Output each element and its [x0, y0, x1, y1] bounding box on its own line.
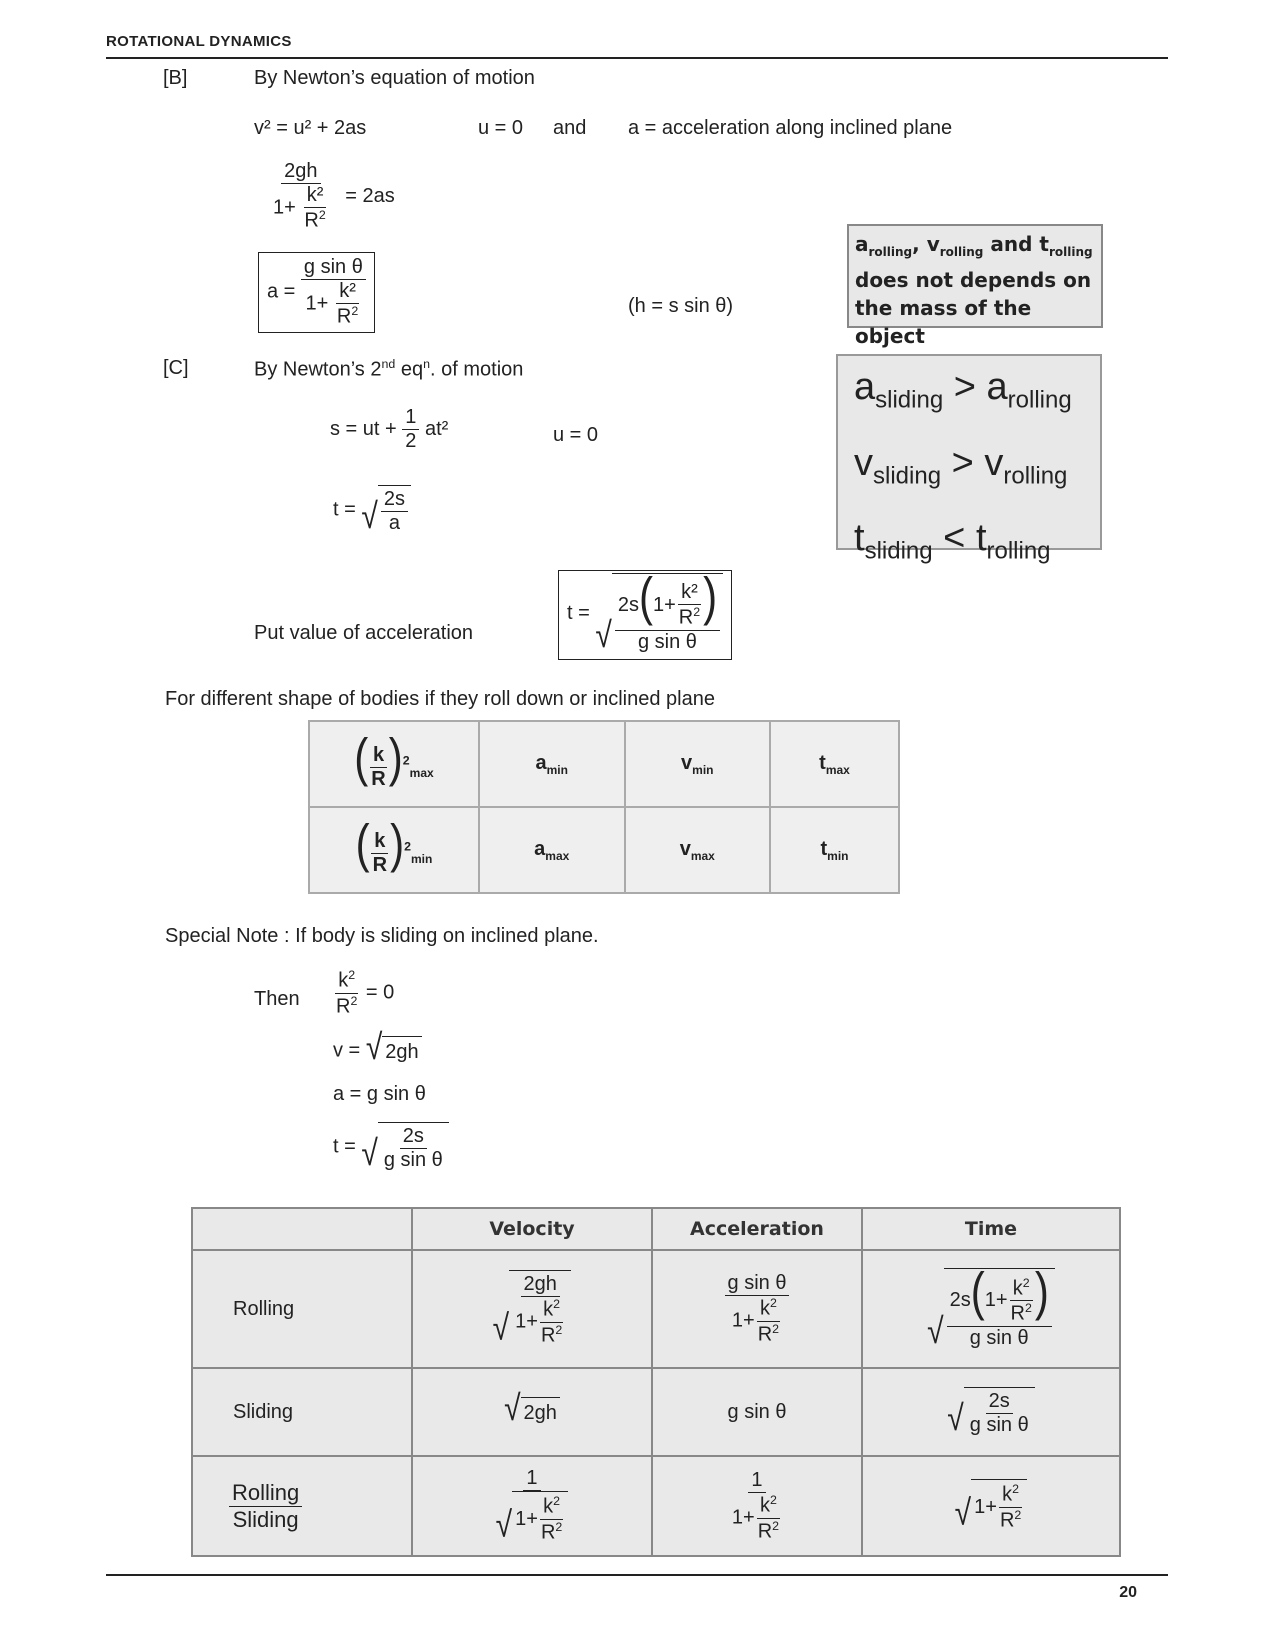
- table-row: [192, 1368, 1120, 1456]
- initial-velocity-zero: u = 0: [478, 117, 524, 139]
- energy-numerator: 2gh: [281, 160, 320, 184]
- table-row: [309, 807, 899, 893]
- sliding-velocity: v = √ 2gh: [333, 1036, 422, 1066]
- rolling-acceleration: g sin θ 1+ $\frac{k^2}{R^2}$: [652, 1250, 862, 1368]
- put-value-text: Put value of acceleration: [254, 622, 474, 644]
- sliding-label: Sliding: [192, 1368, 412, 1456]
- table-row: [309, 721, 899, 807]
- note-line-2: does not depends on: [855, 268, 1092, 292]
- header-time: Time: [862, 1208, 1120, 1250]
- sliding-acceleration-cell: g sin θ: [652, 1368, 862, 1456]
- a-min-cell: $a_{min}$: [479, 721, 625, 807]
- special-note: Special Note : If body is sliding on inclined plane.: [165, 925, 599, 947]
- rolling-velocity: √ 2gh 1+ $\frac{k^2}{R^2}$: [412, 1250, 652, 1368]
- ratio-max-cell: ( $\frac{k}{R}$ )$^2_{max}$: [309, 721, 479, 807]
- note-line-1: $a_{rolling}$, $v_{rolling}$ and $t_{rolling}$: [855, 232, 1093, 259]
- k-squared: k²: [304, 184, 327, 208]
- header-acceleration: Acceleration: [652, 1208, 862, 1250]
- header-velocity: Velocity: [412, 1208, 652, 1250]
- page-number: 20: [1119, 1584, 1137, 1601]
- acceleration-definition: a = acceleration along inclined plane: [628, 117, 953, 139]
- ratio-velocity: 1 √ 1+ $\frac{k^2}{R^2}$: [412, 1456, 652, 1556]
- energy-rhs: = 2as: [345, 184, 395, 207]
- shapes-intro: For different shape of bodies if they roll down or inclined plane: [165, 688, 715, 710]
- rolling-label: Rolling: [192, 1250, 412, 1368]
- energy-equation: [270, 160, 395, 233]
- conjunction-and: and: [553, 117, 587, 139]
- ratio-label: $\frac{\text{Rolling}}{\text{Sliding}}$: [192, 1456, 412, 1556]
- energy-fraction: [270, 160, 332, 233]
- rolling-time: √ 2s(1+ $\frac{k^2}{R^2}$ ) g sin θ: [862, 1250, 1120, 1368]
- sliding-time: t = √ $\frac{2s}{\text{g sin θ}}$: [333, 1122, 449, 1172]
- v-min-cell: $v_{min}$: [625, 721, 771, 807]
- kinematic-equation: v² = u² + 2as: [254, 117, 367, 139]
- displacement-equation: s = ut + $\frac{1}{2}$ at²: [330, 406, 449, 452]
- section-c-heading: By Newton’s 2nd $eq^n$. of motion: [254, 357, 524, 381]
- ratio-time: √ 1+ $\frac{k^2}{R^2}$: [862, 1456, 1120, 1556]
- rolling-sliding-table: [191, 1207, 1121, 1557]
- acceleration-comparison: $a_{sliding} > a_{rolling}$: [854, 366, 1072, 414]
- height-relation: (h = s sin θ): [628, 295, 734, 317]
- a-max-cell: $a_{max}$: [479, 807, 625, 893]
- header-rule: [106, 57, 1168, 59]
- section-b-label: [B]: [163, 67, 188, 89]
- table-row: [192, 1456, 1120, 1556]
- sliding-velocity-cell: √ 2gh: [412, 1368, 652, 1456]
- section-b-heading: By Newton’s equation of motion: [254, 67, 535, 89]
- time-comparison: $t_{sliding} < t_{rolling}$: [854, 517, 1051, 565]
- t-min-cell: $t_{min}$: [770, 807, 899, 893]
- then-label: Then: [254, 988, 300, 1010]
- section-c-label: [C]: [163, 357, 189, 379]
- sliding-rolling-comparison: [836, 354, 1102, 565]
- mass-independence-note: [847, 224, 1103, 348]
- t-max-cell: $t_{max}$: [770, 721, 899, 807]
- running-header: ROTATIONAL DYNAMICS: [106, 33, 292, 50]
- acceleration-formula-box: a = g sin θ 1+ $\frac{\text{k²}}{R^2}$: [258, 252, 375, 333]
- note-line-3: the mass of the object: [855, 296, 1032, 348]
- initial-velocity-zero-c: u = 0: [553, 424, 599, 446]
- one-plus: 1+: [273, 196, 296, 219]
- velocity-comparison: $v_{sliding} > v_{rolling}$: [854, 441, 1068, 490]
- time-equation-simple: t = √ $\frac{2s}{a}$: [333, 485, 411, 535]
- time-formula-box: t = √ 2s(1+ $\frac{\text{k²}}{R^2}$ ) g sin θ: [558, 570, 732, 660]
- shape-extremes-table: [308, 720, 900, 894]
- ratio-min-cell: ( $\frac{k}{R}$ )$^2_{min}$: [309, 807, 479, 893]
- r-squared: $R^2$: [304, 208, 326, 232]
- footer-rule: [106, 1574, 1168, 1576]
- table-header-row: [192, 1208, 1120, 1250]
- a-numerator: g sin θ: [301, 256, 366, 280]
- ratio-acceleration: 1 1+ $\frac{k^2}{R^2}$: [652, 1456, 862, 1556]
- a-lhs: a =: [267, 280, 296, 303]
- sqrt-symbol: √ $\frac{2s}{a}$: [361, 485, 411, 535]
- sliding-time-cell: √ $\frac{2s}{\text{g sin θ}}$: [862, 1368, 1120, 1456]
- k-over-r-zero: $\frac{k^2}{R^2}$ = 0: [336, 968, 395, 1018]
- sliding-acceleration: a = g sin θ: [333, 1083, 426, 1105]
- v-max-cell: $v_{max}$: [625, 807, 771, 893]
- table-row: [192, 1250, 1120, 1368]
